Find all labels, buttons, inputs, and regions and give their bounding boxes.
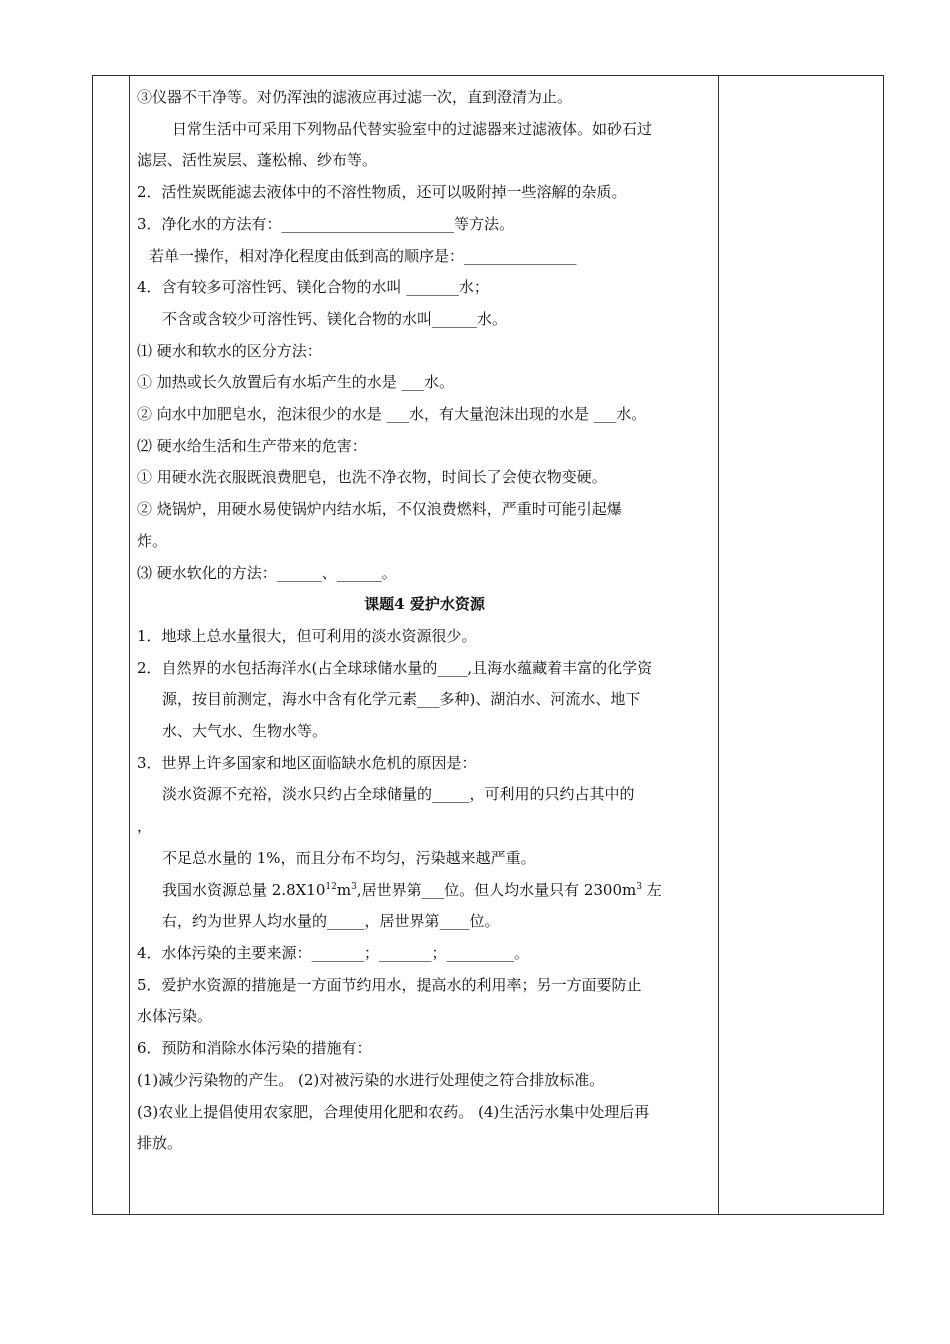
text-line: 4．水体污染的主要来源：_______；_______；_________。	[137, 943, 530, 962]
text-line: ① 用硬水洗衣服既浪费肥皂，也洗不净衣物，时间长了会使衣物变硬。	[137, 468, 607, 487]
text-line: 若单一操作，相对净化程度由低到高的顺序是：_______________	[149, 246, 577, 265]
text-line: 滤层、活性炭层、蓬松棉、纱布等。	[137, 151, 378, 170]
text-line: 源，按目前测定，海水中含有化学元素___多种)、湖泊水、河流水、地下	[162, 690, 641, 709]
text-line: ① 加热或长久放置后有水垢产生的水是 ___水。	[137, 373, 455, 392]
superscript: 12	[325, 881, 337, 892]
text-fragment: 我国水资源总量 2.8X10	[162, 880, 326, 899]
text-line: 排放。	[137, 1134, 183, 1153]
text-line: ⑶ 硬水软化的方法：______、______。	[137, 563, 397, 582]
document-content	[137, 82, 712, 1160]
text-line: 2．活性炭既能滤去液体中的不溶性物质，还可以吸附掉一些溶解的杂质。	[137, 183, 627, 202]
text-line: 3．世界上许多国家和地区面临缺水危机的原因是：	[137, 753, 477, 772]
text-line: 4．含有较多可溶性钙、镁化合物的水叫 _______水；	[137, 278, 489, 297]
text-line: 6．预防和消除水体污染的措施有：	[137, 1039, 372, 1058]
text-fragment: ,居世界第___位。但人均水量只有 2300m	[356, 880, 637, 899]
superscript: 3	[351, 881, 357, 892]
text-line-water-stats	[137, 875, 712, 907]
text-line: 水体污染。	[137, 1007, 213, 1026]
text-line: ⑴ 硬水和软水的区分方法：	[137, 341, 322, 360]
text-line: ② 烧锅炉，用硬水易使锅炉内结水垢，不仅浪费燃料，严重时可能引起爆	[137, 500, 622, 519]
text-line: 不足总水量的 1%，而且分布不均匀，污染越来越严重。	[162, 848, 536, 867]
column-divider-right	[718, 76, 719, 1214]
text-line: 3．净化水的方法有：_______________________等方法。	[137, 214, 515, 233]
column-divider-left	[129, 76, 130, 1214]
text-line: 炸。	[137, 531, 168, 550]
text-line: ③仪器不干净等。对仍浑浊的滤液应再过滤一次，直到澄清为止。	[137, 88, 573, 106]
text-fragment: 左	[641, 880, 662, 899]
text-line: ② 向水中加肥皂水，泡沫很少的水是 ___水，有大量泡沫出现的水是 ___水。	[137, 405, 647, 424]
text-line: ⑵ 硬水给生活和生产带来的危害：	[137, 436, 367, 455]
text-line: (3)农业上提倡使用农家肥，合理使用化肥和农药。 (4)生活污水集中处理后再	[137, 1102, 650, 1121]
text-line: 不含或含较少可溶性钙、镁化合物的水叫______水。	[162, 309, 508, 328]
section-title: 课题4 爱护水资源	[364, 595, 485, 614]
text-line: 5．爱护水资源的措施是一方面节约用水，提高水的利用率；另一方面要防止	[137, 975, 642, 994]
text-line: 右，约为世界人均水量的_____，居世界第____位。	[162, 912, 500, 931]
text-line: 2．自然界的水包括海洋水(占全球球储水量的____,且海水蕴藏着丰富的化学资	[137, 658, 653, 677]
superscript: 3	[636, 881, 642, 892]
text-line: 1．地球上总水量很大，但可利用的淡水资源很少。	[137, 626, 477, 645]
text-line: 日常生活中可采用下列物品代替实验室中的过滤器来过滤液体。如砂石过	[172, 119, 653, 138]
text-line: (1)减少污染物的产生。 (2)对被污染的水进行处理使之符合排放标准。	[137, 1070, 605, 1089]
text-line: 水、大气水、生物水等。	[162, 722, 328, 741]
text-line: 淡水资源不充裕，淡水只约占全球储量的_____，可利用的只约占其中的	[162, 785, 635, 804]
text-fragment: m	[336, 880, 352, 899]
text-line: ，	[137, 817, 153, 836]
